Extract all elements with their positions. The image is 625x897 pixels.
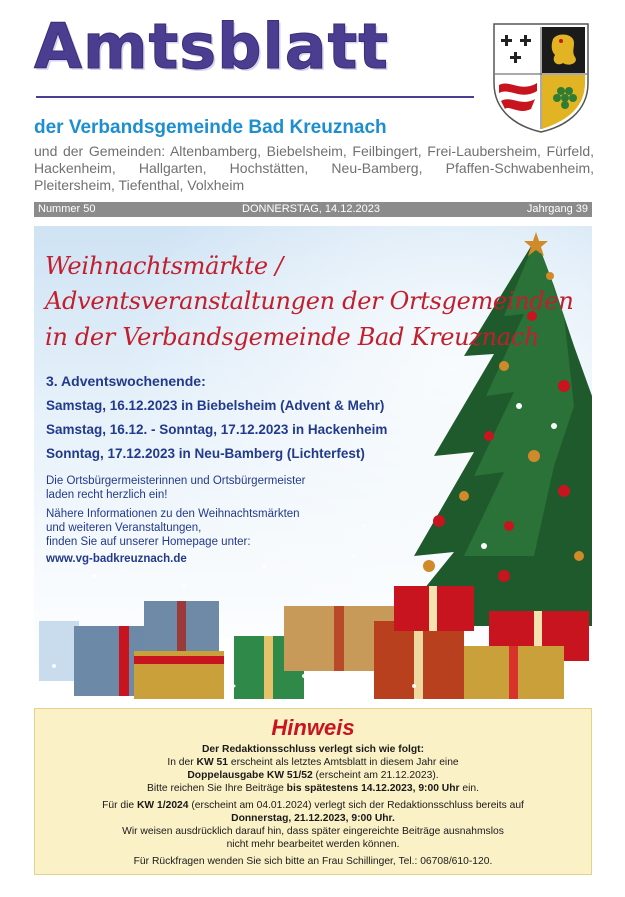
event-item: Sonntag, 17.12.2023 in Neu-Bamberg (Lichterfest)	[46, 446, 365, 461]
info-text: Nähere Informationen zu den Weihnachtsmärkten und weiteren Veranstaltungen, finden Sie auf unserer Homepage unter:	[46, 508, 300, 548]
notice-lead: Der Redaktionsschluss verlegt sich wie folgt:	[201, 744, 425, 755]
newspaper-subtitle: der Verbandsgemeinde Bad Kreuznach	[34, 117, 387, 138]
issue-number: Nummer 50	[38, 203, 96, 215]
title-underline	[36, 96, 474, 98]
notice-line: In der KW 51 erscheint als letztes Amtsblatt in diesem Jahr eine	[167, 757, 459, 768]
event-item: Samstag, 16.12.2023 in Biebelsheim (Advent & Mehr)	[46, 398, 385, 413]
newspaper-title: Amtsblatt	[34, 10, 389, 83]
notice-line: Bitte reichen Sie Ihre Beiträge bis spätestens 14.12.2023, 9:00 Uhr ein.	[147, 783, 479, 794]
coat-of-arms-icon	[491, 21, 591, 134]
issue-info-bar	[34, 202, 592, 217]
weekend-heading: 3. Adventswochenende:	[46, 373, 206, 389]
notice-heading: Hinweis	[271, 715, 355, 740]
issue-volume: Jahrgang 39	[526, 203, 588, 215]
notice-box	[34, 708, 592, 875]
homepage-link[interactable]: www.vg-badkreuznach.de	[46, 553, 187, 565]
poster-title-line-3: in der Verbandsgemeinde Bad Kreuznach	[45, 323, 540, 351]
notice-line: Donnerstag, 21.12.2023, 9:00 Uhr.	[231, 813, 395, 824]
poster-title-line-1: Weihnachtsmärkte /	[45, 252, 283, 280]
notice-line: Wir weisen ausdrücklich darauf hin, dass später eingereichte Beiträge ausnahmslos	[122, 826, 504, 837]
notice-line: Für die KW 1/2024 (erscheint am 04.01.2024) verlegt sich der Redaktionsschluss bereits auf	[102, 800, 524, 811]
notice-line: nicht mehr bearbeitet werden können.	[226, 839, 400, 850]
event-item: Samstag, 16.12. - Sonntag, 17.12.2023 in Hackenheim	[46, 422, 388, 437]
invitation-text: Die Ortsbürgermeisterinnen und Ortsbürgermeister laden recht herzlich ein!	[46, 475, 306, 501]
municipalities-list: und der Gemeinden: Altenbamberg, Biebelsheim, Feilbingert, Frei-Laubersheim, Fürfeld, Hackenheim, Hallgarten, Hochstätten, Neu-Bamberg, Pfaffen-Schwabenheim, Pleitersheim, Tiefenthal, Volxheim	[34, 143, 594, 193]
notice-contact: Für Rückfragen wenden Sie sich bitte an Frau Schillinger, Tel.: 06708/610-120.	[133, 856, 493, 867]
notice-line: Doppelausgabe KW 51/52 (erscheint am 21.12.2023).	[187, 770, 439, 781]
advent-poster	[34, 226, 592, 699]
issue-date: DONNERSTAG, 14.12.2023	[242, 203, 380, 215]
masthead	[0, 0, 625, 195]
poster-title-line-2: Adventsveranstaltungen der Ortsgemeinden	[45, 287, 574, 315]
